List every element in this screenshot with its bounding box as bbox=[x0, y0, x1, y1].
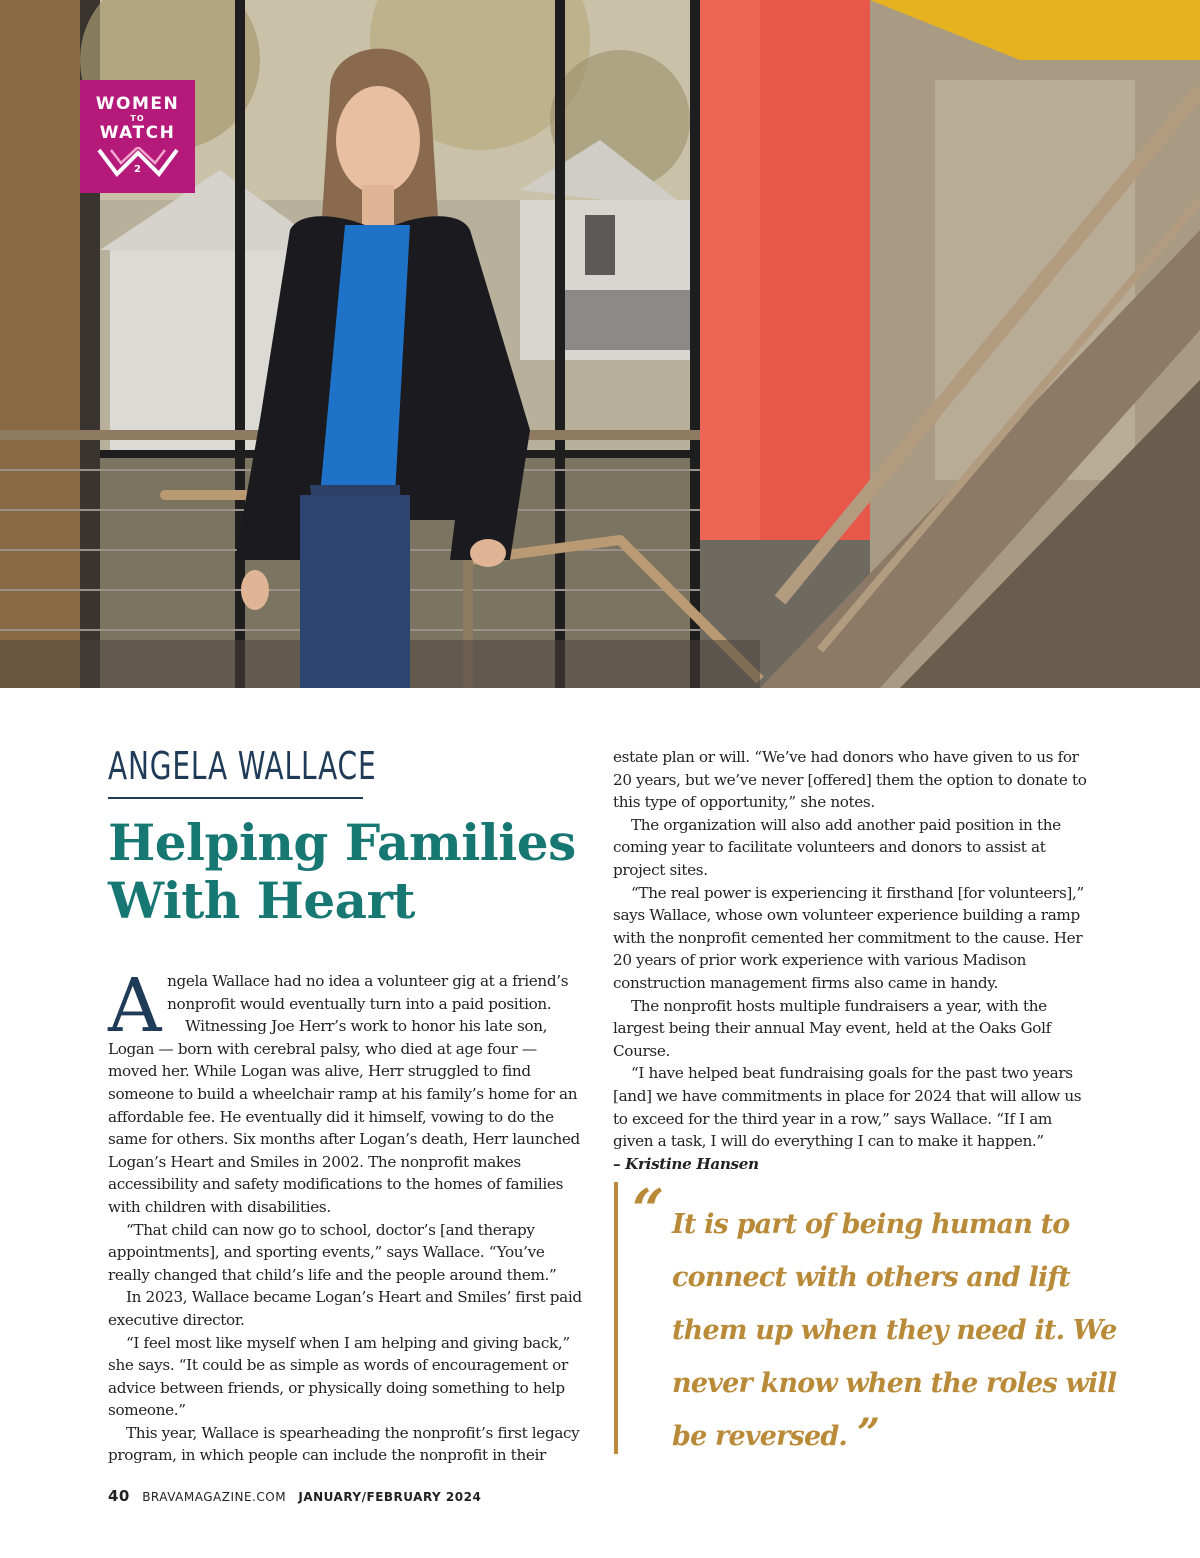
badge-line-women: WOMEN bbox=[95, 94, 180, 114]
article-headline bbox=[108, 814, 598, 930]
article-column-left bbox=[108, 963, 588, 1467]
badge-line-watch: WATCH bbox=[99, 123, 176, 143]
page-number: 40 bbox=[108, 1487, 130, 1505]
pull-quote-rule bbox=[614, 1182, 618, 1454]
footer-site: BRAVAMAGAZINE.COM bbox=[142, 1490, 287, 1504]
body-paragraph: The organization will also add another paid position in the coming year to facilitate volunteers and donors to assist at project sites. bbox=[613, 815, 1061, 879]
body-paragraph: Angela Wallace had no idea a volunteer gig at a friend’s nonprofit would eventually turn into a paid position. bbox=[108, 963, 569, 1049]
pull-quote-text: It is part of being human to connect with others and lift them up when they need it. We never know when the roles will be reversed. bbox=[672, 1209, 1117, 1452]
w-chevron-logo-icon bbox=[97, 147, 179, 177]
name-underline bbox=[108, 797, 363, 799]
body-paragraph: estate plan or will. “We’ve had donors who have given to us for 20 years, but we’ve never [offered] them the option to donate to this type of opportunity,” she notes. bbox=[613, 748, 1087, 812]
headline-line-2: With Heart bbox=[108, 871, 416, 930]
body-paragraph: The nonprofit hosts multiple fundraisers a year, with the largest being their annual May event, held at the Oaks Golf Course. bbox=[613, 996, 1051, 1060]
badge-line-to: TO bbox=[130, 114, 145, 123]
body-paragraph: This year, Wallace is spearheading the nonprofit’s first legacy program, in which people can include the nonprofit in their bbox=[108, 1423, 580, 1465]
open-quote-mark: “ bbox=[632, 1177, 665, 1243]
women-to-watch-badge bbox=[80, 80, 195, 193]
pull-quote bbox=[672, 1198, 1122, 1463]
badge-number: 2 bbox=[133, 164, 141, 175]
page-footer bbox=[108, 1487, 481, 1505]
body-paragraph: In 2023, Wallace became Logan’s Heart and Smiles’ first paid executive director. bbox=[108, 1288, 582, 1329]
footer-issue: JANUARY/FEBRUARY 2024 bbox=[298, 1490, 482, 1504]
byline: – Kristine Hansen bbox=[613, 1154, 759, 1173]
body-paragraph: “That child can now go to school, doctor’s [and therapy appointments], and sporting events,” says Wallace. “You’ve really changed that child’s life and the people around them.” bbox=[108, 1220, 557, 1284]
drop-cap: A bbox=[108, 963, 162, 1049]
body-paragraph: “I have helped beat fundraising goals for the past two years [and] we have commitments in place for 2024 that will allow us to exceed for the third year in a row,” says Wallace. “If I am given a task, I will do everything I can to make it happen.” bbox=[613, 1064, 1082, 1151]
headline-line-1: Helping Families bbox=[108, 813, 576, 872]
close-quote-mark: ” bbox=[857, 1410, 880, 1457]
hero-photo bbox=[0, 0, 1200, 688]
body-paragraph: Witnessing Joe Herr’s work to honor his late son, Logan — born with cerebral palsy, who died at age four — moved her. While Logan was alive, Herr struggled to find someone to build a wheelchair ramp at his family’s home for an affordable fee. He eventually did it himself, vowing to do the same for others. Six months after Logan’s death, Herr launched Logan’s Heart and Smiles in 2002. The nonprofit makes accessibility and safety modifications to the homes of families with children with disabilities. bbox=[108, 1017, 580, 1216]
body-paragraph: “The real power is experiencing it firsthand [for volunteers],” says Wallace, whose own volunteer experience building a ramp with the nonprofit cemented her commitment to the cause. Her 20 years of prior work experience with various Madison construction management firms also came in handy. bbox=[613, 883, 1084, 992]
subject-name: ANGELA WALLACE bbox=[108, 744, 377, 788]
body-paragraph: “I feel most like myself when I am helping and giving back,” she says. “It could be as simple as words of encouragement or advice between friends, or physically doing something to help someone.” bbox=[108, 1333, 570, 1420]
article-column-right bbox=[613, 746, 1093, 1175]
